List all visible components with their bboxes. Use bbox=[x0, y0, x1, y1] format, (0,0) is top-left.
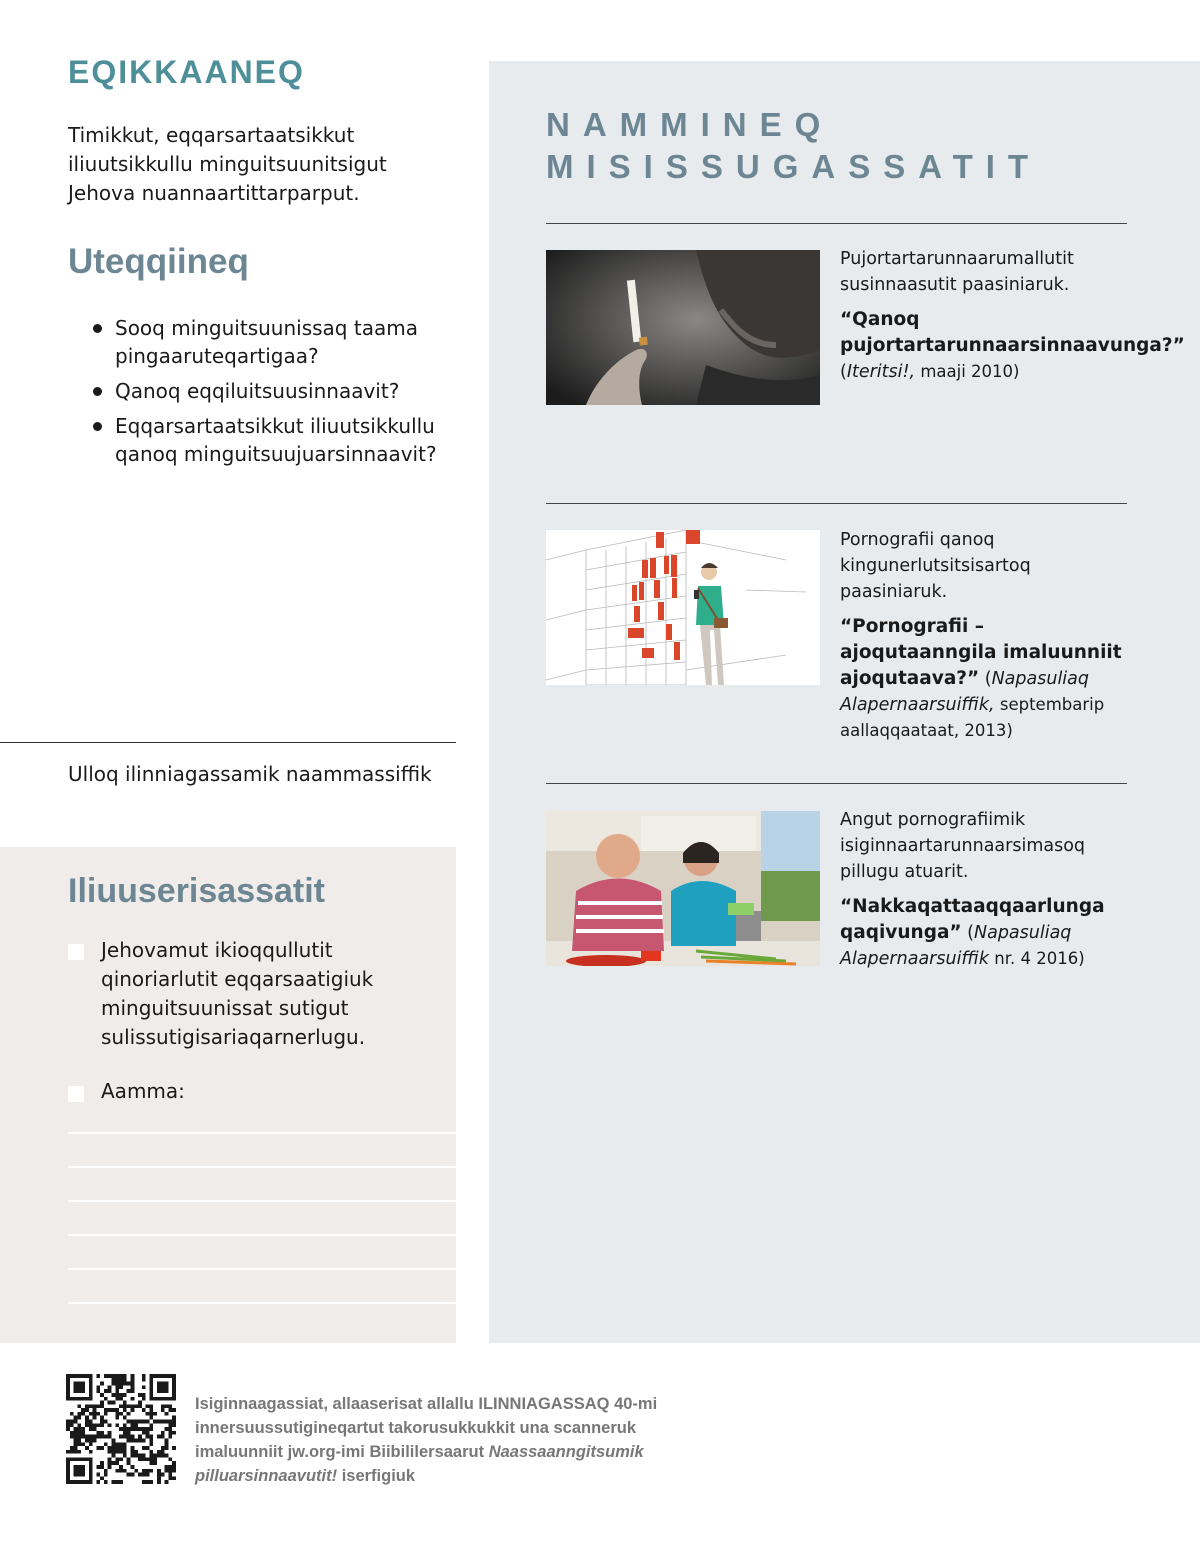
bullet-icon bbox=[93, 422, 102, 431]
review-list bbox=[90, 314, 460, 475]
review-question bbox=[90, 314, 460, 370]
writing-line[interactable] bbox=[68, 1268, 456, 1270]
footer-note: Isiginnaagassiat, allaaserisat allallu ILINNIAGASSAQ 40-mi innersuussutigineqartut takorusukkukkit una scanneruk imaluunniit jw.org-imi Biibililersaarut Naassaanngitsumik pilluarsinnaavutit! iserfigiuk bbox=[195, 1395, 658, 1485]
summary-text: Timikkut, eqqarsartaatsikkut iliuutsikkullu minguitsuunitsigut Jehova nuannaartittarparput. bbox=[68, 123, 387, 205]
man-holding-cigarette-photo bbox=[546, 250, 820, 405]
writing-line[interactable] bbox=[68, 1200, 456, 1202]
goals-heading: Iliuuserisassatit bbox=[68, 872, 326, 910]
writing-line[interactable] bbox=[68, 1234, 456, 1236]
article-source: Napasuliaq Alapernaarsuiffik, bbox=[840, 669, 1090, 715]
writing-line[interactable] bbox=[68, 1132, 456, 1134]
article-title[interactable]: “Nakkaqattaaqqaarlunga qaqivunga” bbox=[840, 896, 1105, 943]
article-source: Iteritsi!, bbox=[846, 362, 916, 382]
article-description: Angut pornografiimik isiginnaartarunnaarsimasoq pillugu atuarit. bbox=[840, 810, 1086, 882]
completion-date-label: Ulloq ilinniagassamik naammassiffik bbox=[68, 762, 432, 786]
article-reference: “Nakkaqattaaqqaarlunga qaqivunga” (Napasuliaq Alapernaarsuiffik nr. 4 2016) bbox=[840, 896, 1105, 969]
article-title[interactable]: “Pornografii – ajoqutaanngila imaluunniit ajoqutaava?” bbox=[840, 616, 1122, 689]
article-card bbox=[840, 807, 1130, 972]
summary-heading: EQIKKAANEQ bbox=[68, 54, 305, 90]
bullet-icon bbox=[93, 387, 102, 396]
review-question bbox=[90, 412, 460, 468]
divider bbox=[546, 223, 1127, 224]
review-question-text: Qanoq eqqiluitsuusinnaavit? bbox=[115, 379, 400, 403]
review-question-text: Sooq minguitsuunissaq taama pingaaruteqartigaa? bbox=[115, 316, 418, 368]
further-study-heading: NAMMINEQ MISISSUGASSATIT bbox=[546, 106, 1042, 185]
article-title[interactable]: “Qanoq pujortartarunnaarsinnaavunga?” bbox=[840, 309, 1185, 356]
bullet-icon bbox=[93, 324, 102, 333]
article-description: Pornografii qanoq kingunerlutsitsisartoq paasiniaruk. bbox=[840, 530, 1031, 602]
divider bbox=[546, 783, 1127, 784]
divider bbox=[546, 503, 1127, 504]
writing-line[interactable] bbox=[68, 1166, 456, 1168]
article-card bbox=[840, 527, 1130, 744]
review-heading: Uteqqiineq bbox=[68, 242, 249, 281]
article-reference: “Pornografii – ajoqutaanngila imaluunniit ajoqutaava?” (Napasuliaq Alapernaarsuiffik, septembarip aallaqqaataat, 2013) bbox=[840, 616, 1122, 740]
couple-cooking-photo bbox=[546, 811, 820, 966]
article-description: Pujortartarunnaarumallutit susinnaasutit paasiniaruk. bbox=[840, 249, 1074, 295]
goal-checkbox[interactable] bbox=[68, 944, 84, 960]
divider bbox=[0, 742, 456, 743]
review-question bbox=[90, 377, 460, 405]
man-at-bookshelf-illustration bbox=[546, 530, 820, 685]
article-reference: “Qanoq pujortartarunnaarsinnaavunga?” (Iteritsi!, maaji 2010) bbox=[840, 309, 1185, 382]
qr-code-icon[interactable] bbox=[66, 1374, 176, 1484]
review-question-text: Eqqarsartaatsikkut iliuutsikkullu qanoq minguitsuujuarsinnaavit? bbox=[115, 414, 437, 466]
article-source: Napasuliaq Alapernaarsuiffik bbox=[840, 923, 1072, 969]
writing-line[interactable] bbox=[68, 1302, 456, 1304]
goal-text: Aamma: bbox=[101, 1079, 185, 1103]
article-card bbox=[840, 246, 1185, 385]
goal-text: Jehovamut ikioqqullutit qinoriarlutit eqqarsaatigiuk minguitsuunissat sutigut sulissutigisariaqarnerlugu. bbox=[101, 938, 374, 1049]
goal-checkbox[interactable] bbox=[68, 1086, 84, 1102]
